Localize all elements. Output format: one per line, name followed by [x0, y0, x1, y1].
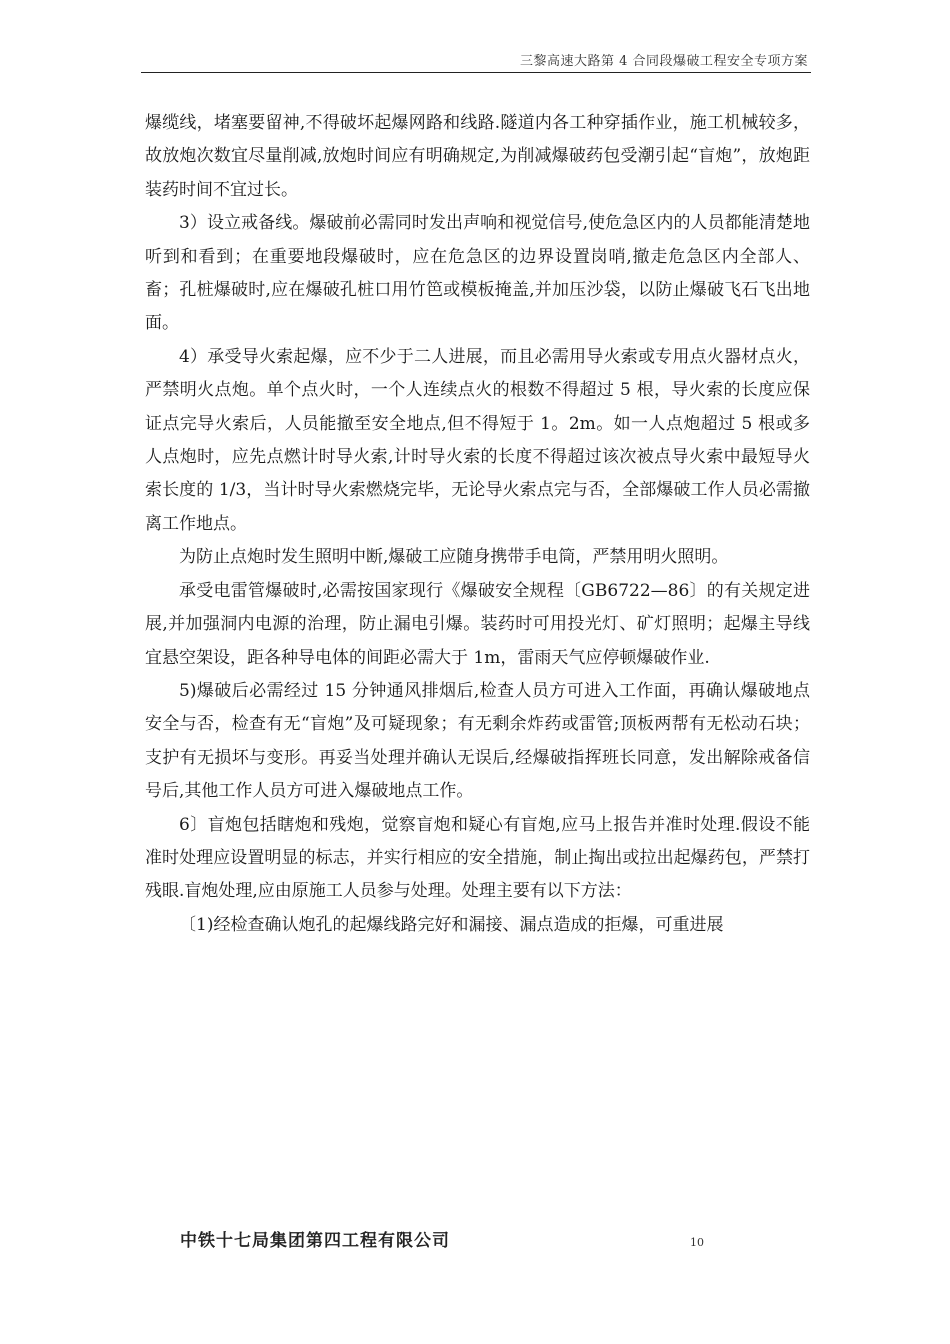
paragraph-continuation: 爆缆线，堵塞要留神,不得破坏起爆网路和线路.隧道内各工种穿插作业，施工机械较多，故放炮次数宜尽量削减,放炮时间应有明确规定,为削减爆破药包受潮引起“盲炮”，放炮距装药时间不宜过长。: [145, 113, 810, 200]
paragraph-lighting: 为防止点炮时发生照明中断,爆破工应随身携带手电筒，严禁用明火照明。: [179, 547, 729, 568]
header-title: 三黎高速大路第 4 合同段爆破工程安全专项方案: [519, 54, 808, 69]
header-rule: [141, 72, 811, 73]
paragraph-misfire: 6〕盲炮包括瞎炮和残炮，觉察盲炮和疑心有盲炮,应马上报告并准时处理.假设不能准时处理应设置明显的标志，并实行相应的安全措施，制止掏出或拉出起爆药包，严禁打残眼.盲炮处理,应由原施工人员参与处理。处理主要有以下方法：: [145, 814, 810, 902]
paragraph-misfire-method-1: 〔1)经检查确认炮孔的起爆线路完好和漏接、漏点造成的拒爆，可重进展: [179, 914, 724, 935]
page-number: 10: [690, 1236, 704, 1249]
paragraph-post-blast: 5)爆破后必需经过 15 分钟通风排烟后,检查人员方可进入工作面，再确认爆破地点安全与否，检查有无“盲炮”及可疑现象；有无剩余炸药或雷管;顶板两帮有无松动石块；支护有无损坏与变形。再妥当处理并确认无误后,经爆破指挥班长同意，发出解除戒备信号后,其他工作人员方可进入爆破地点工作。: [145, 680, 810, 802]
paragraph-fuse-ignition: 4）承受导火索起爆，应不少于二人进展，而且必需用导火索或专用点火器材点火，严禁明火点炮。单个点火时，一个人连续点火的根数不得超过 5 根，导火索的长度应保证点完导火索后，人员能撤至安全地点,但不得短于 1。2m。如一人点炮超过 5 根或多人点炮时，应先点燃计时导火索,计时导火索的长度不得超过该次被点导火索中最短导火索长度的 1/3，当计时导火索燃烧完毕，无论导火索点完与否，全部爆破工作人员必需撤离工作地点。: [145, 346, 810, 534]
document-body: [145, 107, 810, 942]
paragraph-electric-detonator: 承受电雷管爆破时,必需按国家现行《爆破安全规程〔GB6722—86〕的有关规定进展,并加强洞内电源的治理，防止漏电引爆。装药时可用投光灯、矿灯照明；起爆主导线宜悬空架设，距各种导电体的间距必需大于 1m，雷雨天气应停顿爆破作业.: [145, 580, 810, 668]
paragraph-warning-line: 3）设立戒备线。爆破前必需同时发出声响和视觉信号,使危急区内的人员都能清楚地听到和看到；在重要地段爆破时，应在危急区的边界设置岗哨,撤走危急区内全部人、畜；孔桩爆破时,应在爆破孔桩口用竹笆或模板掩盖,并加压沙袋，以防止爆破飞石飞出地面。: [145, 213, 810, 334]
footer-company-name: 中铁十七局集团第四工程有限公司: [180, 1231, 450, 1251]
